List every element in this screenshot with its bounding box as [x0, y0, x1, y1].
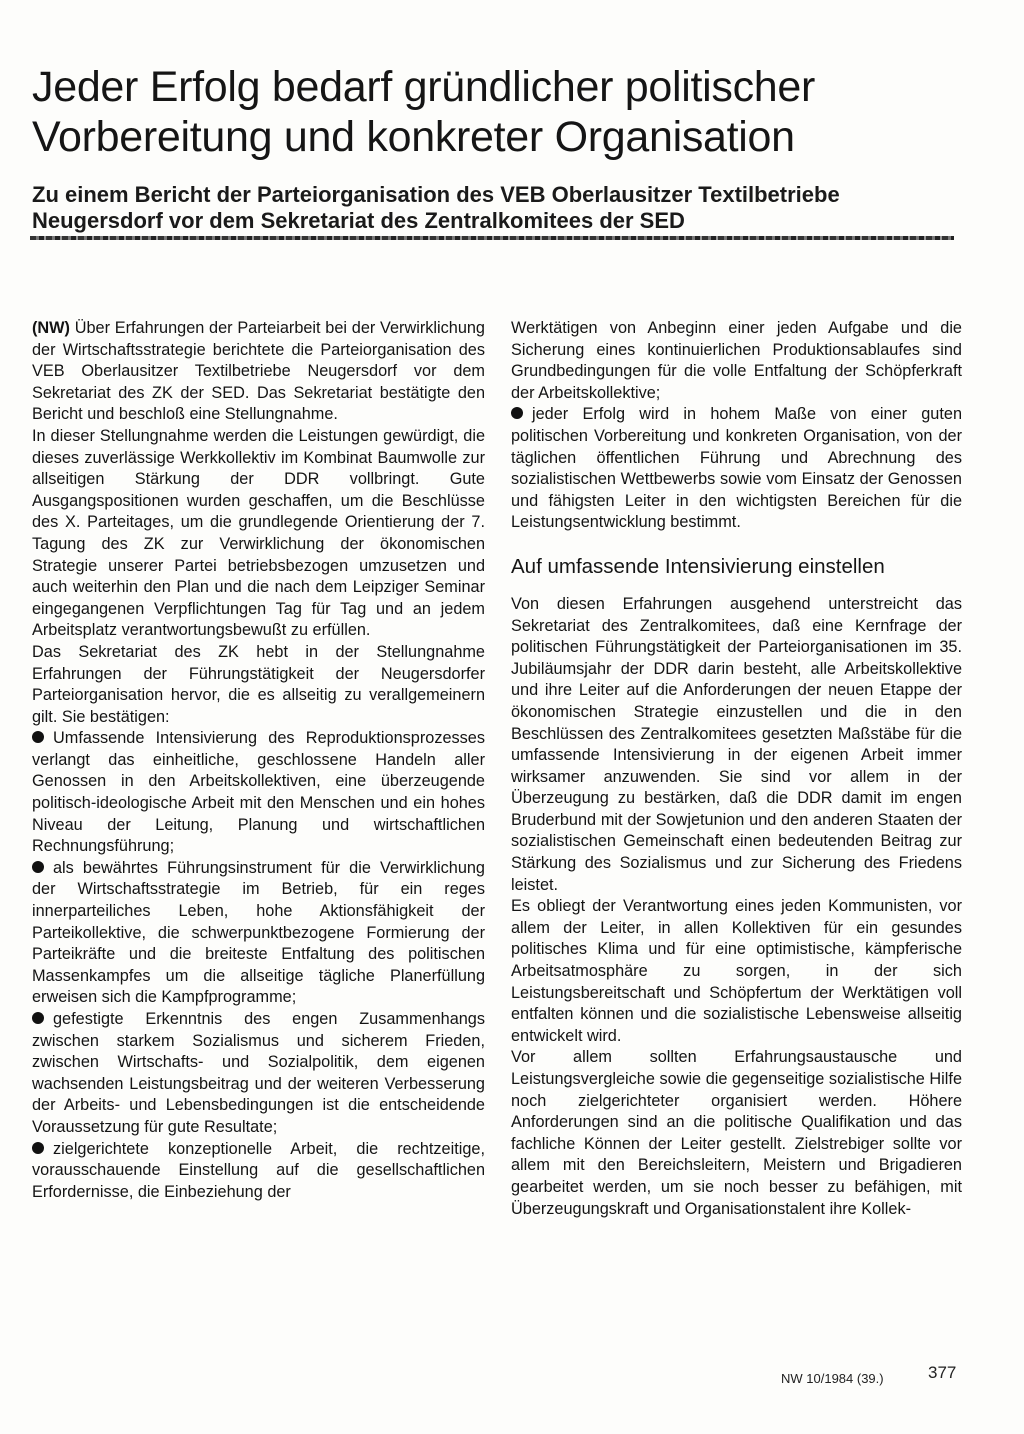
- article-title: [32, 62, 992, 162]
- article-title-line: Jeder Erfolg bedarf gründlicher politischer: [32, 63, 816, 111]
- article-subtitle-line: Zu einem Bericht der Parteiorganisation des VEB Oberlausitzer Textilbetriebe: [32, 182, 840, 207]
- article-title-line: Vorbereitung und konkreter Organisation: [32, 113, 795, 161]
- article-subtitle: [32, 182, 992, 234]
- bullet-text: zielgerichtete konzeptionelle Arbeit, die rechtzeitige, vorausschauende Einstellung auf die gesellschaftlichen Erfordernisse, die Einbeziehung der: [32, 1139, 485, 1201]
- bullet-text: als bewährtes Führungsinstrument für die Verwirklichung der Wirtschaftsstrategie im Betrieb, für ein reges innerparteiliches Leben, hohe Aktionsfähigkeit der Parteikollektive, die schwerpunktbezogene Formierung der Parteikräfte und die breiteste Entfaltung des politischen Massenkampfes um die allseitige tägliche Planerfüllung erweisen sich die Kampfprogramme;: [32, 858, 485, 1007]
- left-column: [32, 318, 485, 1203]
- paragraph: [32, 318, 485, 426]
- bullet-text: Umfassende Intensivierung des Reproduktionsprozesses verlangt das einheitliche, geschlossene Handeln aller Genossen in den Arbeitskollektiven, eine überzeugende politisch-ideologische Arbeit mit den Menschen und ein hohes Niveau der Leitung, Planung und wirtschaftlichen Rechnungsführung;: [32, 729, 485, 856]
- paragraph-text: Über Erfahrungen der Parteiarbeit bei der Verwirklichung der Wirtschaftsstrategie berichtete die Parteiorganisation des VEB Oberlausitzer Textilbetriebe Neugersdorf vor dem Sekretariat des ZK der SED. Das Sekretariat bestätigte den Bericht und beschloß eine Stellungnahme.: [32, 319, 485, 424]
- title-divider: [30, 236, 954, 240]
- section-heading: Auf umfassende Intensivierung einstellen: [511, 554, 885, 578]
- bullet-dot-icon: [511, 407, 523, 419]
- paragraph-continuation: Werktätigen von Anbeginn einer jeden Aufgabe und die Sicherung eines kontinuierlichen Produktionsablaufes sind Grundbedingungen für die volle Entfaltung der Schöpferkraft der Arbeitskollektive;: [511, 319, 962, 402]
- paragraph: Das Sekretariat des ZK hebt in der Stellungnahme Erfahrungen der Führungstätigkeit der Neugersdorfer Parteiorganisation hervor, die es allseitig zu verallgemeinern gilt. Sie bestätigen:: [32, 642, 485, 726]
- source-tag: (NW): [32, 319, 70, 337]
- right-column: [511, 318, 962, 1220]
- issue-reference: NW 10/1984 (39.): [781, 1371, 884, 1386]
- page-number: 377: [928, 1363, 957, 1382]
- bullet-text: jeder Erfolg wird in hohem Maße von einer guten politischen Vorbereitung und konkreten Organisation, von der täglichen öffentlichen Führung und Abrechnung des sozialistischen Wettbewerbs sowie vom Einsatz der Genossen und fähigsten Leiter in den wichtigsten Bereichen für die Leistungsentwicklung bestimmt.: [511, 405, 962, 532]
- bullet-item: [511, 404, 962, 534]
- article-subtitle-line: Neugersdorf vor dem Sekretariat des Zentralkomitees der SED: [32, 208, 685, 233]
- bullet-dot-icon: [32, 861, 44, 873]
- bullet-item: [32, 1009, 485, 1139]
- bullet-dot-icon: [32, 1142, 44, 1154]
- paragraph: In dieser Stellungnahme werden die Leistungen gewürdigt, die dieses zuverlässige Werkkollektiv im Kombinat Baumwolle zur allseitigen Stärkung der DDR vollbringt. Gute Ausgangspositionen wurden geschaffen, um die Beschlüsse des X. Parteitages, um die grundlegende Orientierung der 7. Tagung des ZK zur Verwirklichung der ökonomischen Strategie unserer Partei betriebsbezogen umzusetzen und auch weiterhin den Plan und die nach dem Leipziger Seminar eingegangenen Verpflichtungen Tag für Tag und an jedem Arbeitsplatz verantwortungsbewußt zu erfüllen.: [32, 426, 485, 640]
- paragraph: Vor allem sollten Erfahrungsaustausche und Leistungsvergleiche sowie die gegenseitige sozialistische Hilfe noch zielgerichteter organisiert werden. Höhere Anforderungen sind an die politische Qualifikation und das fachliche Können der Leiter gestellt. Zielstrebiger sollte vor allem mit den Bereichsleitern, Meistern und Brigadieren gearbeitet werden, um sie noch besser zu befähigen, mit Überzeugungskraft und Organisationstalent ihre Kollek-: [511, 1048, 962, 1218]
- bullet-dot-icon: [32, 731, 44, 743]
- bullet-item: [32, 858, 485, 1009]
- paragraph: Von diesen Erfahrungen ausgehend unterstreicht das Sekretariat des Zentralkomitees, daß eine Kernfrage der politischen Führungstätigkeit der Parteiorganisationen im 35. Jubiläumsjahr der DDR darin besteht, alle Arbeitskollektive und ihre Leiter auf die Anforderungen der neuen Etappe der ökonomischen Strategie einzustellen und die in den Beschlüssen des Zentralkomitees gesetzten Maßstäbe für die umfassende Intensivierung in der eigenen Arbeit immer wirksamer anzuwenden. Sie sind vor allem in der Überzeugung zu bestärken, daß die DDR damit im engen Bruderbund mit der Sowjetunion und den anderen Staaten der sozialistischen Gemeinschaft einen bedeutenden Beitrag zur Stärkung des Sozialismus und zur Sicherung des Friedens leistet.: [511, 594, 962, 894]
- bullet-text: gefestigte Erkenntnis des engen Zusammenhangs zwischen starkem Sozialismus und sicherem Frieden, zwischen Wirtschafts- und Sozialpolitik, dem eigenen wachsenden Leistungsbeitrag und der weiteren Verbesserung der Arbeits- und Lebensbedingungen ist die entscheidende Voraussetzung für gute Resultate;: [32, 1010, 485, 1136]
- bullet-dot-icon: [32, 1012, 44, 1024]
- bullet-item: [32, 728, 485, 858]
- paragraph: Es obliegt der Verantwortung eines jeden Kommunisten, vor allem der Leiter, in allen Kollektiven für ein gesundes politisches Klima und für eine optimistische, kämpferische Arbeitsatmosphäre zu sorgen, in der sich Leistungsbereitschaft und Schöpfertum der Werktätigen voll entfalten können und die sozialistische Lebensweise allseitig entwickelt wird.: [511, 897, 962, 1045]
- bullet-item: [32, 1139, 485, 1204]
